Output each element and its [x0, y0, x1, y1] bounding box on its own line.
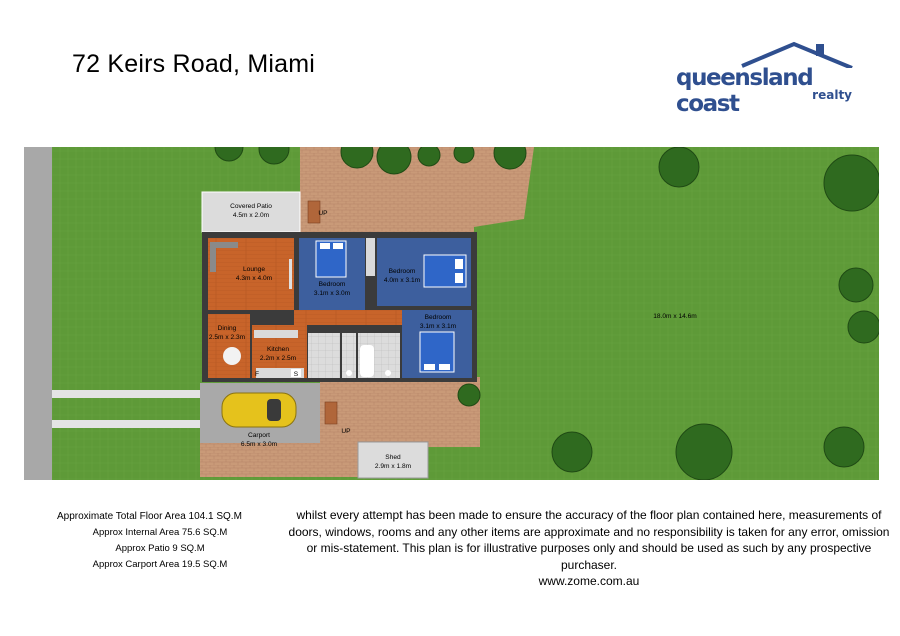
- sofa: [210, 242, 216, 272]
- bedroom-2-name: Bedroom: [388, 268, 416, 275]
- car-windscreen: [267, 399, 281, 421]
- tree: [824, 427, 864, 467]
- internal-area: Approx Internal Area 75.6 SQ.M: [92, 527, 228, 538]
- bedroom-3-name: Bedroom: [424, 314, 452, 321]
- disclaimer: [282, 507, 896, 590]
- yard-dims: 18.0m x 14.6m: [653, 313, 697, 320]
- tree: [454, 147, 474, 163]
- total-floor-area: Approximate Total Floor Area 104.1 SQ.M: [57, 511, 242, 522]
- pillow: [455, 273, 463, 283]
- up-label: UP: [318, 210, 328, 217]
- house-roof-icon: [676, 38, 856, 68]
- area-summary: [40, 509, 280, 573]
- tree: [458, 384, 480, 406]
- up-label: UP: [341, 428, 351, 435]
- tree: [659, 147, 699, 187]
- lounge-floor: [208, 238, 294, 310]
- carport-area: Approx Carport Area 19.5 SQ.M: [92, 559, 228, 570]
- tree: [418, 147, 440, 166]
- bedroom-3-dims: 3.1m x 3.1m: [419, 323, 457, 330]
- pillow: [320, 243, 330, 249]
- bedroom-1-name: Bedroom: [318, 281, 346, 288]
- tree: [552, 432, 592, 472]
- driveway-strip: [52, 420, 202, 428]
- carport-paving: [200, 443, 358, 477]
- tree: [676, 424, 732, 480]
- pillow: [455, 259, 463, 269]
- kitchen-bench: [254, 330, 298, 338]
- floor-plan: [24, 147, 879, 480]
- driveway-strip: [52, 390, 202, 398]
- property-address: 72 Keirs Road, Miami: [72, 50, 315, 78]
- website-link[interactable]: www.zome.com.au: [538, 574, 640, 588]
- wardrobe: [366, 238, 375, 276]
- stairs: [325, 402, 337, 424]
- dining-dims: 2.5m x 2.3m: [208, 334, 246, 341]
- bedroom-1-dims: 3.1m x 3.0m: [313, 290, 351, 297]
- road-verge: [24, 147, 52, 480]
- tree: [824, 155, 879, 211]
- patio-area: Approx Patio 9 SQ.M: [115, 543, 205, 554]
- pillow: [333, 243, 343, 249]
- disclaimer-text: whilst every attempt has been made to ensure the accuracy of the floor plan contained here, measurements of doors, windows, rooms and any other items are approximate and no responsibility is taken for any error, omission or mis-statement. This plan is for illustrative purposes only and should be used as such by any prospective purchaser.: [288, 508, 890, 572]
- logo-subtitle: realty: [812, 88, 852, 102]
- shed-name: Shed: [385, 454, 401, 461]
- covered-patio-dims: 4.5m x 2.0m: [232, 212, 270, 219]
- tv-unit: [289, 259, 292, 289]
- lounge-name: Lounge: [242, 266, 266, 273]
- dining-name: Dining: [217, 325, 237, 332]
- shed-dims: 2.9m x 1.8m: [374, 463, 412, 470]
- bathtub: [360, 345, 374, 377]
- toilet: [346, 370, 352, 376]
- dining-floor: [208, 314, 250, 378]
- tree: [839, 268, 873, 302]
- pillow: [439, 364, 450, 370]
- floor-plan-drawing: [24, 147, 879, 480]
- logo-wordmark: queensland coast: [676, 65, 813, 117]
- pillow: [424, 364, 435, 370]
- hallway: [294, 310, 404, 325]
- carport-name: Carport: [248, 432, 270, 439]
- side-paving: [320, 377, 480, 447]
- tree: [848, 311, 879, 343]
- car-body: [222, 393, 296, 427]
- covered-patio-name: Covered Patio: [230, 203, 272, 210]
- bedroom-2-dims: 4.0m x 3.1m: [383, 277, 421, 284]
- basin: [385, 370, 391, 376]
- lounge-dims: 4.3m x 4.0m: [235, 275, 273, 282]
- carport-dims: 6.5m x 3.0m: [240, 441, 278, 448]
- kitchen-name: Kitchen: [267, 346, 289, 353]
- stove-label: S: [293, 371, 299, 378]
- laundry-floor: [308, 333, 340, 378]
- fridge-label: F: [254, 371, 260, 378]
- company-logo: [676, 38, 856, 117]
- dining-table: [223, 347, 241, 365]
- kitchen-dims: 2.2m x 2.5m: [259, 355, 297, 362]
